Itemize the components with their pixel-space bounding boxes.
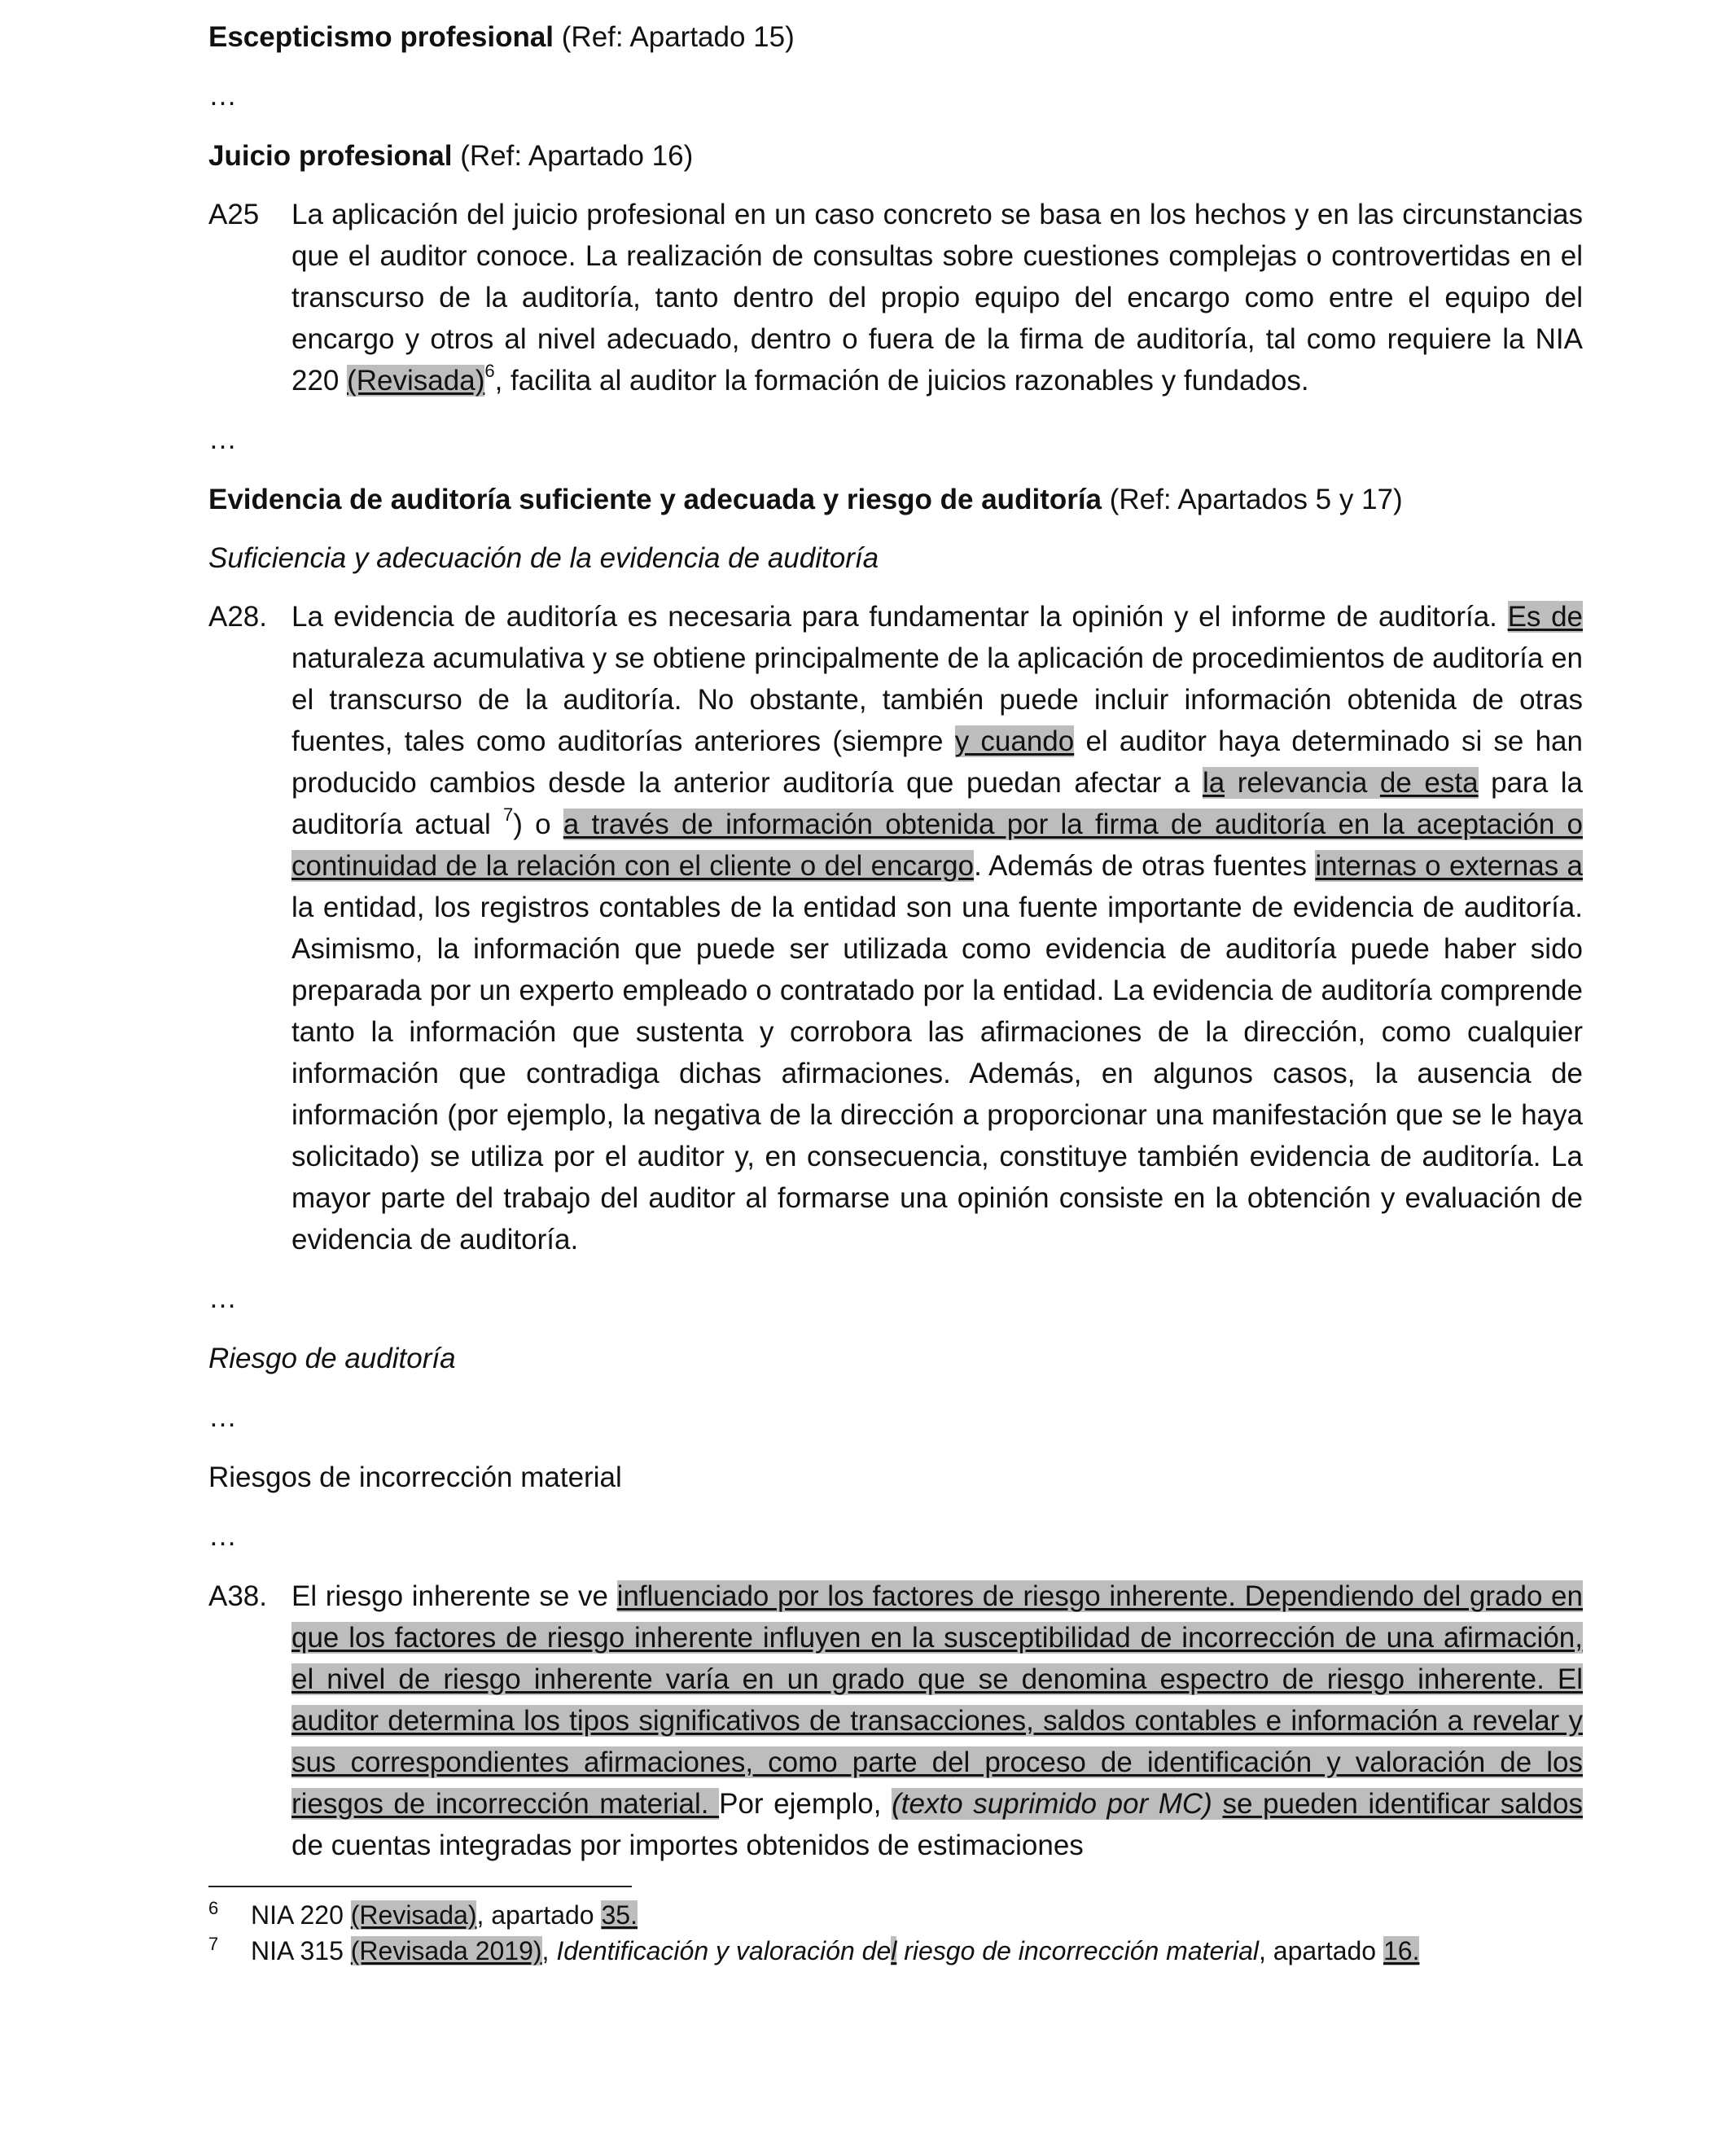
text-run: , facilita al auditor la formación de juicios razonables y fundados. [494, 365, 1309, 397]
text-run [1212, 1788, 1223, 1820]
highlighted-text: (texto suprimido por MC) [892, 1788, 1212, 1820]
text-run: , apartado [1258, 1936, 1383, 1965]
text-run: de cuentas integradas por importes obtenidos de estimaciones [291, 1830, 1084, 1861]
footnotes [208, 1897, 1583, 1969]
footnote-7 [208, 1933, 1583, 1969]
heading-skepticism [208, 16, 1583, 58]
text-run: relevancia [1225, 767, 1380, 799]
ellipsis: … [208, 423, 237, 455]
footnote-separator [208, 1886, 632, 1887]
text-run: para la auditoría actual [291, 767, 1583, 840]
paragraph-text [291, 194, 1583, 401]
heading-title: Escepticismo profesional [208, 21, 554, 53]
italic-text: Identificación y valoración de [556, 1936, 892, 1965]
highlighted-text: (Revisada) [350, 1900, 477, 1930]
footnote-text [251, 1897, 638, 1933]
highlighted-text: 16. [1383, 1936, 1420, 1965]
footnote-number: 6 [208, 1898, 219, 1918]
text-run: naturaleza acumulativa y se obtiene principalmente de la aplicación de procedimientos de auditoría en el transcurso de la auditoría. No obstante, también puede incluir información obtenida de otras fuentes, tales como auditorías anteriores (siempre [291, 642, 1583, 757]
italic-text: riesgo de incorrección material [896, 1936, 1259, 1965]
text-run: la entidad, los registros contables de la entidad son una fuente importante de evidencia de auditoría. Asimismo, la información que puede ser utilizada como evidencia de auditoría puede haber sido preparada por un experto empleado o contratado por la entidad. La evidencia de auditoría comprende tanto la información que sustenta y corrobora las afirmaciones de la dirección, como cualquier información que contradiga dichas afirmaciones. Además, en algunos casos, la ausencia de información (por ejemplo, la negativa de la dirección a proporcionar una manifestación que se le haya solicitado) se utiliza por el auditor y, en consecuencia, constituye también evidencia de auditoría. La mayor parte del trabajo del auditor al formarse una opinión consiste en la obtención y evaluación de evidencia de auditoría. [291, 892, 1583, 1255]
highlighted-text: (Revisada 2019) [350, 1936, 542, 1965]
highlighted-text: l [891, 1936, 897, 1965]
text-run: , apartado [476, 1900, 602, 1930]
document-page [208, 16, 1583, 1866]
ellipsis: … [208, 1401, 237, 1433]
paragraph-number: A38. [208, 1580, 267, 1612]
text-run: La aplicación del juicio profesional en un caso concreto se basa en los hechos y en las circunstancias que el auditor conoce. La realización de consultas sobre cuestiones complejas o controvertidas en el transcurso de la auditoría, tanto dentro del propio equipo del encargo como entre el equipo del encargo y otros al nivel adecuado, dentro o fuera de la firma de auditoría, tal como requiere la NIA 220 [291, 199, 1583, 397]
paragraph-text [291, 596, 1583, 1260]
subtitle-audit-risk: Riesgo de auditoría [208, 1343, 456, 1374]
highlighted-text: a través de información obtenida por la firma de auditoría en la aceptación o continuidad de la relación con el cliente o del encargo [291, 808, 1583, 882]
highlighted-text: se pueden identificar saldos [1222, 1788, 1583, 1820]
footnote-ref[interactable]: 7 [503, 804, 514, 825]
subtitle-sufficiency: Suficiencia y adecuación de la evidencia de auditoría [208, 542, 879, 574]
paragraph-number: A25 [208, 199, 260, 230]
heading-judgment [208, 135, 1583, 177]
heading-ref: (Ref: Apartado 15) [561, 21, 795, 53]
paragraph-a38 [208, 1575, 1583, 1866]
highlighted-text: internas o externas a [1315, 850, 1583, 882]
heading-evidence [208, 479, 1583, 520]
subtitle-material-risks: Riesgos de incorrección material [208, 1461, 622, 1493]
text-run: El riesgo inherente se ve [291, 1580, 617, 1612]
highlighted-text: de esta [1379, 767, 1479, 799]
highlighted-text: influenciado por los factores de riesgo inherente. Dependiendo del grado en que los factores de riesgo inherente influyen en la susceptibilidad de incorrección de una afirmación, el nivel de riesgo inherente varía en un grado que se denomina espectro de riesgo inherente. El auditor determina los tipos significativos de transacciones, saldos contables e información a revelar y sus correspondientes afirmaciones, como parte del proceso de identificación y valoración de los riesgos de incorrección material. [291, 1580, 1583, 1820]
text-run: el auditor haya determinado si se han producido cambios desde la anterior auditoría que puedan afectar a [291, 725, 1583, 799]
paragraph-a25 [208, 194, 1583, 401]
paragraph-a28 [208, 596, 1583, 1260]
text-run: , [541, 1936, 557, 1965]
paragraph-text [291, 1575, 1583, 1866]
text-run: Por ejemplo, [719, 1788, 892, 1820]
ellipsis: … [208, 80, 237, 112]
highlighted-text: 35. [601, 1900, 638, 1930]
paragraph-number: A28. [208, 601, 267, 633]
heading-title: Juicio profesional [208, 140, 453, 172]
highlighted-text: la [1202, 767, 1225, 799]
footnote-text [251, 1933, 1419, 1969]
highlighted-text: (Revisada) [347, 365, 485, 397]
text-run: NIA 315 [251, 1936, 351, 1965]
heading-ref: (Ref: Apartado 16) [460, 140, 694, 172]
footnote-ref[interactable]: 6 [484, 361, 495, 381]
text-run: La evidencia de auditoría es necesaria para fundamentar la opinión y el informe de auditoría. [291, 601, 1508, 633]
heading-ref: (Ref: Apartados 5 y 17) [1109, 484, 1403, 515]
ellipsis: … [208, 1520, 237, 1552]
footnote-6 [208, 1897, 1583, 1933]
text-run: ) o [513, 808, 563, 840]
highlighted-text: Es de [1507, 601, 1583, 633]
heading-title: Evidencia de auditoría suficiente y adecuada y riesgo de auditoría [208, 484, 1102, 515]
text-run: . Además de otras fuentes [974, 850, 1316, 882]
ellipsis: … [208, 1282, 237, 1314]
footnote-number: 7 [208, 1934, 219, 1954]
text-run: NIA 220 [251, 1900, 351, 1930]
highlighted-text: y cuando [954, 725, 1075, 757]
